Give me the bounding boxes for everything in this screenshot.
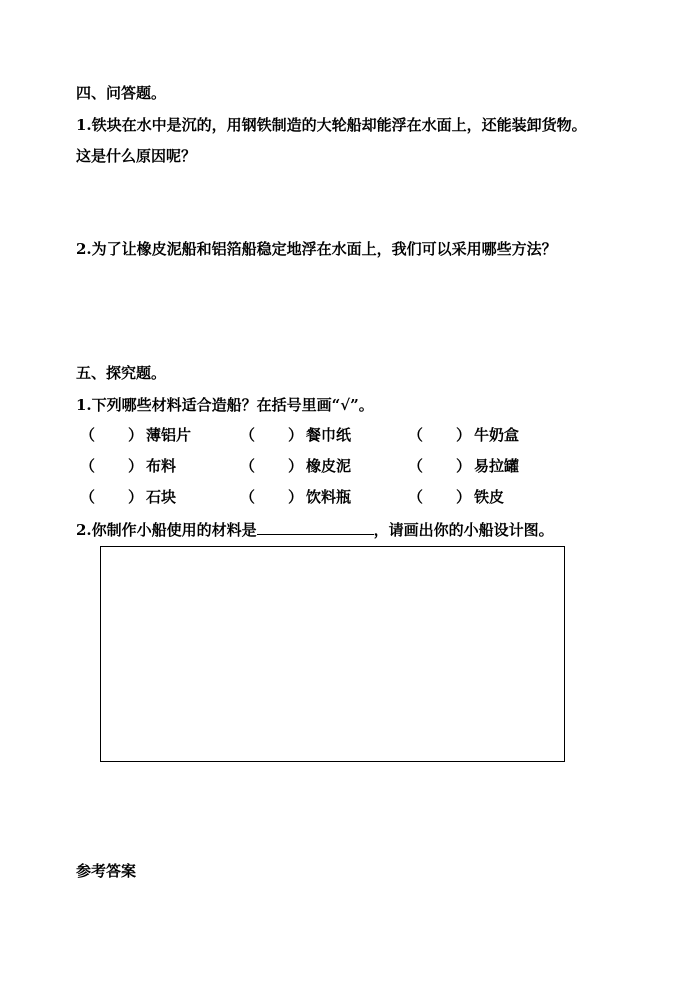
section-4-heading: 四、问答题。	[76, 84, 167, 102]
material-option	[80, 425, 220, 445]
material-label: 石块	[146, 488, 177, 506]
answer-paren-close[interactable]: ）	[288, 488, 304, 506]
answer-paren-open[interactable]: （	[240, 426, 256, 444]
material-option	[80, 487, 220, 507]
material-option	[240, 425, 380, 445]
material-option	[408, 456, 548, 476]
section-4-question-1-line-1: 1.铁块在水中是沉的，用钢铁制造的大轮船却能浮在水面上，还能装卸货物。	[76, 116, 587, 134]
answer-paren-close[interactable]: ）	[456, 457, 472, 475]
answer-paren-open[interactable]: （	[80, 457, 96, 475]
material-label: 易拉罐	[474, 457, 520, 475]
answer-paren-open[interactable]: （	[80, 488, 96, 506]
answer-paren-open[interactable]: （	[408, 488, 424, 506]
material-option	[240, 456, 380, 476]
answer-paren-open[interactable]: （	[240, 488, 256, 506]
material-label: 薄铝片	[146, 426, 192, 444]
section-5-question-1: 1.下列哪些材料适合造船？在括号里画“√”。	[76, 396, 374, 414]
section-4-question-1-line-2: 这是什么原因呢？	[76, 147, 197, 165]
material-option	[408, 425, 548, 445]
answer-paren-close[interactable]: ）	[456, 488, 472, 506]
material-answer-blank[interactable]	[257, 520, 374, 535]
material-label: 牛奶盒	[474, 426, 520, 444]
question-2-text-after: ，请画出你的小船设计图。	[373, 521, 554, 539]
material-option	[240, 487, 380, 507]
answer-paren-close[interactable]: ）	[288, 426, 304, 444]
answer-paren-open[interactable]: （	[408, 426, 424, 444]
question-2-text-before: 2.你制作小船使用的材料是	[76, 521, 257, 539]
answer-paren-close[interactable]: ）	[128, 488, 144, 506]
material-option	[408, 487, 548, 507]
answer-paren-close[interactable]: ）	[128, 426, 144, 444]
section-5-heading: 五、探究题。	[76, 364, 167, 382]
section-4-question-2: 2.为了让橡皮泥船和铝箔船稳定地浮在水面上，我们可以采用哪些方法？	[76, 240, 557, 258]
material-label: 餐巾纸	[306, 426, 352, 444]
material-label: 饮料瓶	[306, 488, 352, 506]
section-5-question-2	[76, 520, 554, 540]
answer-paren-open[interactable]: （	[240, 457, 256, 475]
answers-heading: 参考答案	[76, 862, 137, 880]
answer-paren-close[interactable]: ）	[456, 426, 472, 444]
answer-paren-open[interactable]: （	[408, 457, 424, 475]
answer-paren-close[interactable]: ）	[128, 457, 144, 475]
boat-design-drawing-box[interactable]	[100, 546, 565, 762]
answer-paren-close[interactable]: ）	[288, 457, 304, 475]
answer-paren-open[interactable]: （	[80, 426, 96, 444]
material-label: 橡皮泥	[306, 457, 352, 475]
material-option	[80, 456, 220, 476]
material-label: 铁皮	[474, 488, 505, 506]
material-label: 布料	[146, 457, 177, 475]
